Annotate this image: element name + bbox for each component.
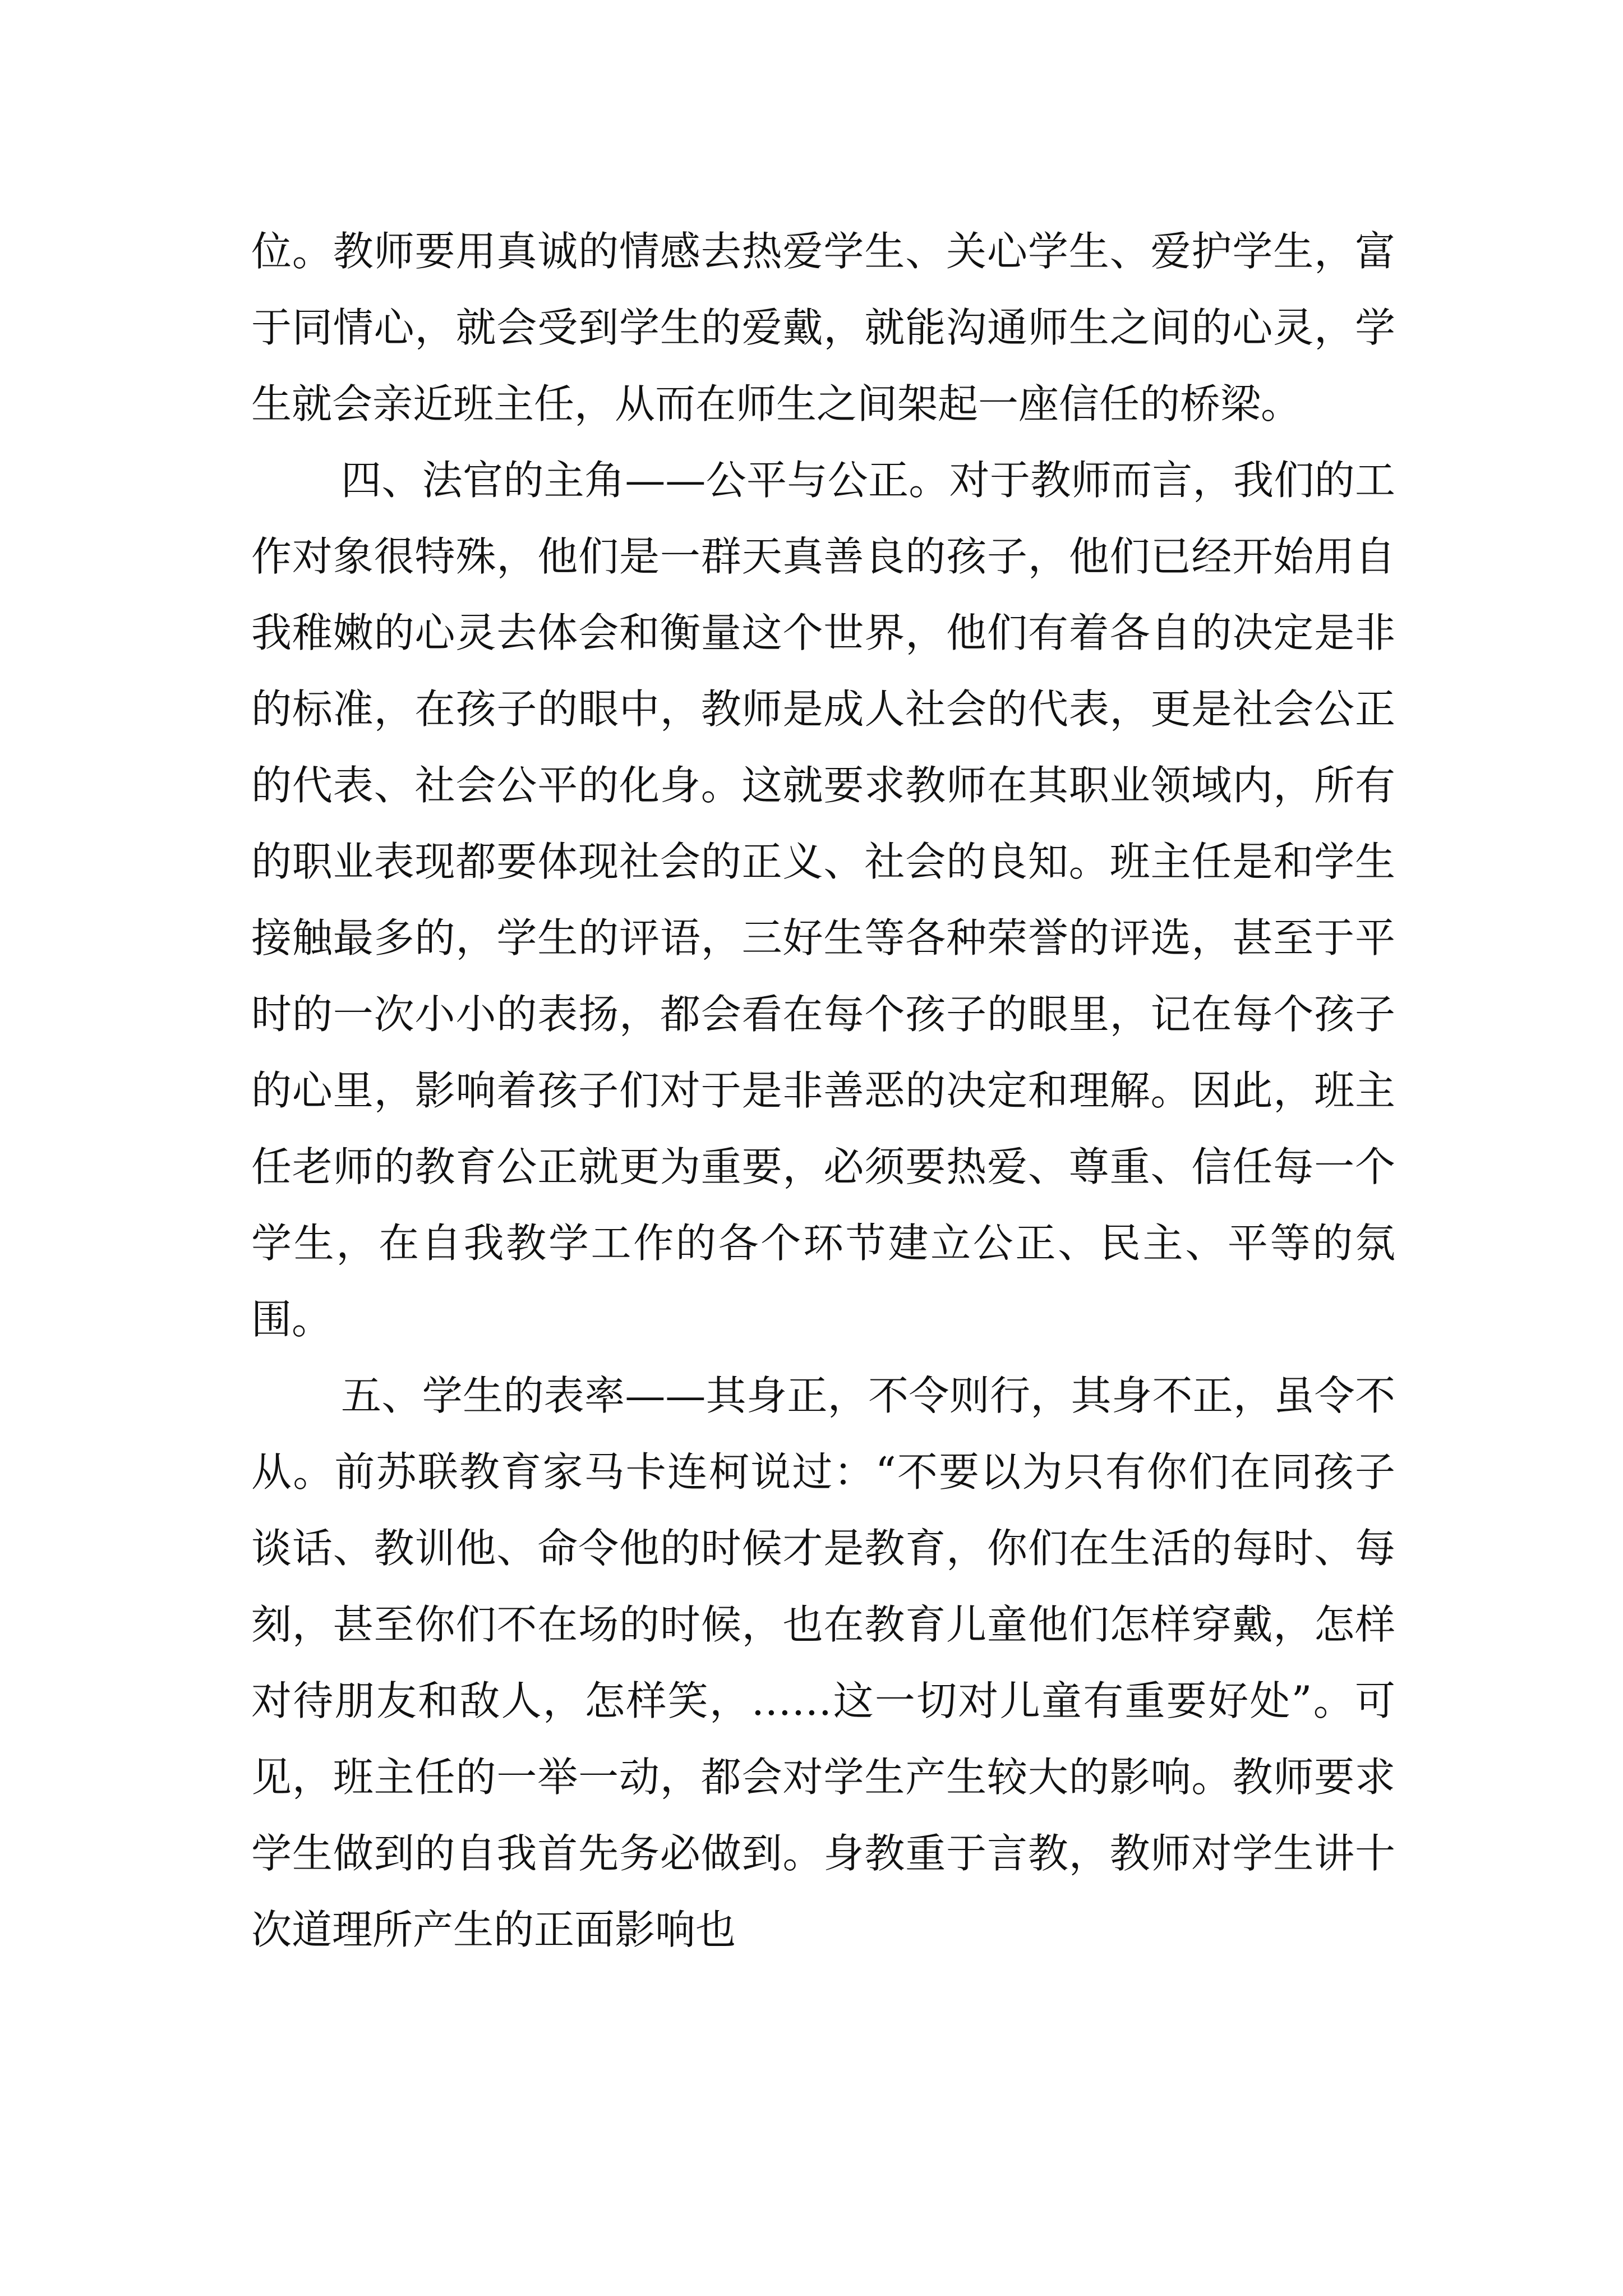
paragraph-judge-role: 四、法官的主角——公平与公正。对于教师而言，我们的工作对象很特殊，他们是一群天真善良的孩子，他们已经开始用自我稚嫩的心灵去体会和衡量这个世界，他们有着各自的决定是非的标准，在孩子的眼中，教师是成人社会的代表，更是社会公正的代表、社会公平的化身。这就要求教师在其职业领域内，所有的职业表现都要体现社会的正义、社会的良知。班主任是和学生接触最多的，学生的评语，三好生等各种荣誉的评选，甚至于平时的一次小小的表扬，都会看在每个孩子的眼里，记在每个孩子的心里，影响着孩子们对于是非善恶的决定和理解。因此，班主任老师的教育公正就更为重要，必须要热爱、尊重、信任每一个学生，在自我教学工作的各个环节建立公正、民主、平等的氛围。 (251, 457, 1395, 1343)
document-body (251, 213, 1395, 1968)
paragraph-student-model: 五、学生的表率——其身正，不令则行，其身不正，虽令不从。前苏联教育家马卡连柯说过：“不要以为只有你们在同孩子谈话、教训他、命令他的时候才是教育，你们在生活的每时、每刻，甚至你们不在场的时候，也在教育儿童他们怎样穿戴，怎样对待朋友和敌人，怎样笑，……这一切对儿童有重要好处”。可见，班主任的一举一动，都会对学生产生较大的影响。教师要求学生做到的自我首先务必做到。身教重于言教，教师对学生讲十次道理所产生的正面影响也 (251, 1372, 1395, 1953)
paragraph-continued: 位。教师要用真诚的情感去热爱学生、关心学生、爱护学生，富于同情心，就会受到学生的爱戴，就能沟通师生之间的心灵，学生就会亲近班主任，从而在师生之间架起一座信任的桥梁。 (251, 228, 1395, 427)
